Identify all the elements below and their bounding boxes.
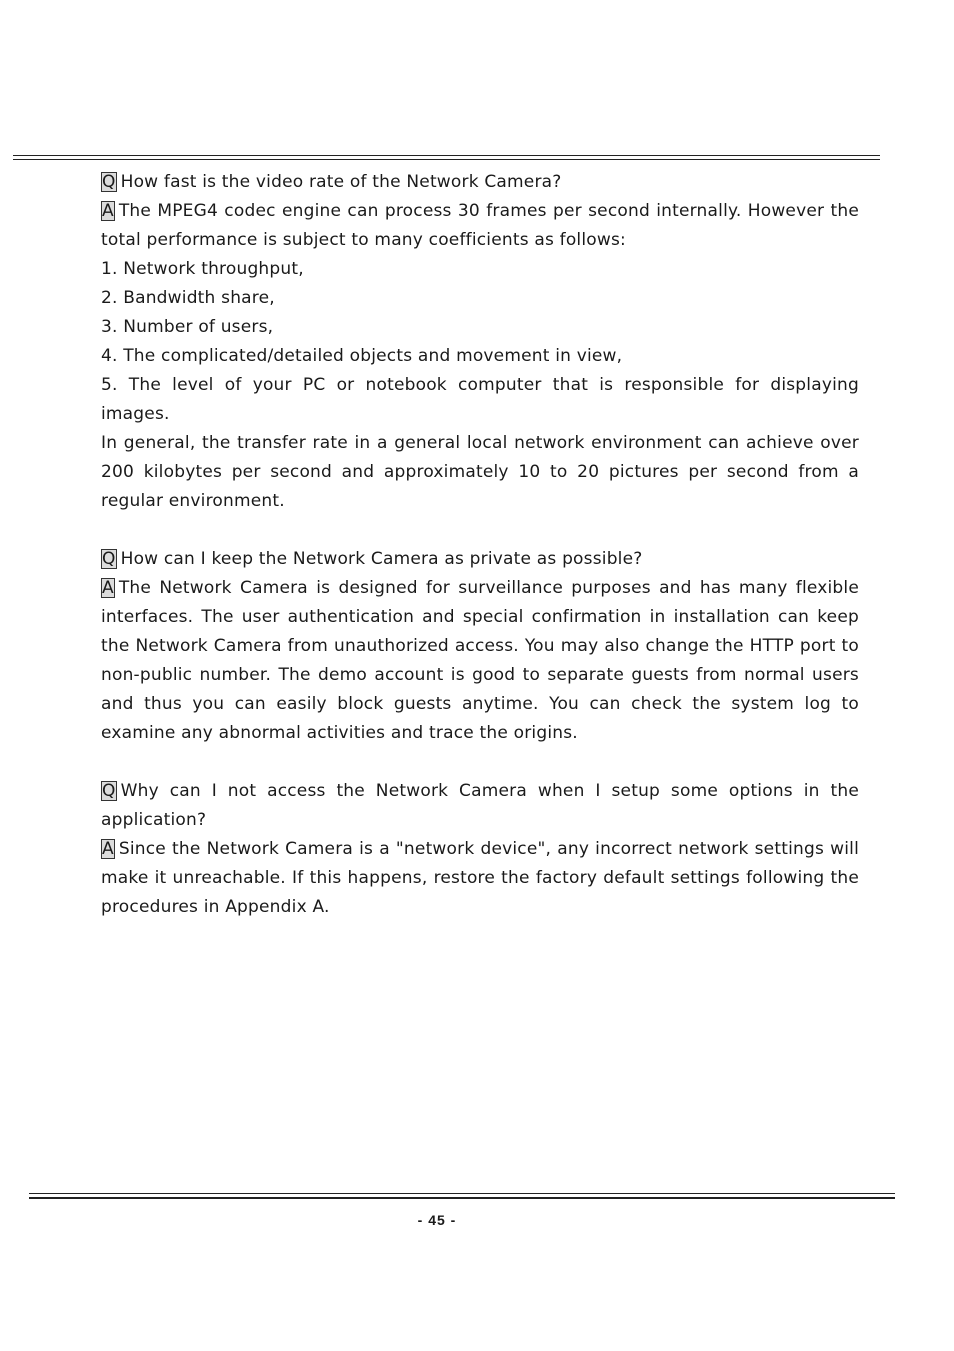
list-item: 4. The complicated/detailed objects and movement in view, — [101, 346, 623, 366]
list-item: 3. Number of users, — [101, 317, 274, 337]
footer-rule — [29, 1193, 895, 1199]
question-marker: Q — [102, 172, 116, 192]
answer — [101, 574, 859, 748]
answer — [101, 197, 859, 255]
question — [101, 545, 859, 574]
header-rule — [13, 155, 880, 160]
faq-item-privacy — [101, 545, 859, 748]
answer-text: Since the Network Camera is a "network device", any incorrect network settings will make it unreachable. If this happens, restore the factory default settings following the procedures in Appendix A. — [101, 839, 859, 917]
answer-text: The Network Camera is designed for surveillance purposes and has many flexible interfaces. The user authentication and special confirmation in installation can keep the Network Camera from unauthorized access. You may also change the HTTP port to non-public number. The demo account is good to separate guests from normal users and thus you can easily block guests anytime. You can check the system log to examine any abnormal activities and trace the origins. — [101, 578, 859, 743]
question-marker: Q — [102, 549, 116, 569]
faq-item-video-rate — [101, 168, 859, 516]
question-text: How can I keep the Network Camera as private as possible? — [120, 549, 643, 569]
list-item: 2. Bandwidth share, — [101, 288, 275, 308]
question-text: Why can I not access the Network Camera when I setup some options in the application? — [101, 781, 859, 830]
answer-marker: A — [102, 578, 114, 598]
list-item: 5. The level of your PC or notebook computer that is responsible for displaying images. — [101, 375, 859, 424]
question — [101, 168, 859, 197]
faq-item-access — [101, 777, 859, 922]
answer-marker: A — [102, 839, 114, 859]
answer-marker: A — [102, 201, 114, 221]
faq-content — [101, 168, 859, 951]
page-number: - 45 - — [417, 1212, 457, 1228]
question-text: How fast is the video rate of the Network Camera? — [120, 172, 562, 192]
answer — [101, 835, 859, 922]
answer-text: The MPEG4 codec engine can process 30 frames per second internally. However the total performance is subject to many coefficients as follows: — [101, 201, 859, 250]
question — [101, 777, 859, 835]
list-item: 1. Network throughput, — [101, 259, 304, 279]
answer-conclusion: In general, the transfer rate in a general local network environment can achieve over 200 kilobytes per second and approximately 10 to 20 pictures per second from a regular environment. — [101, 433, 859, 511]
question-marker: Q — [102, 781, 116, 801]
